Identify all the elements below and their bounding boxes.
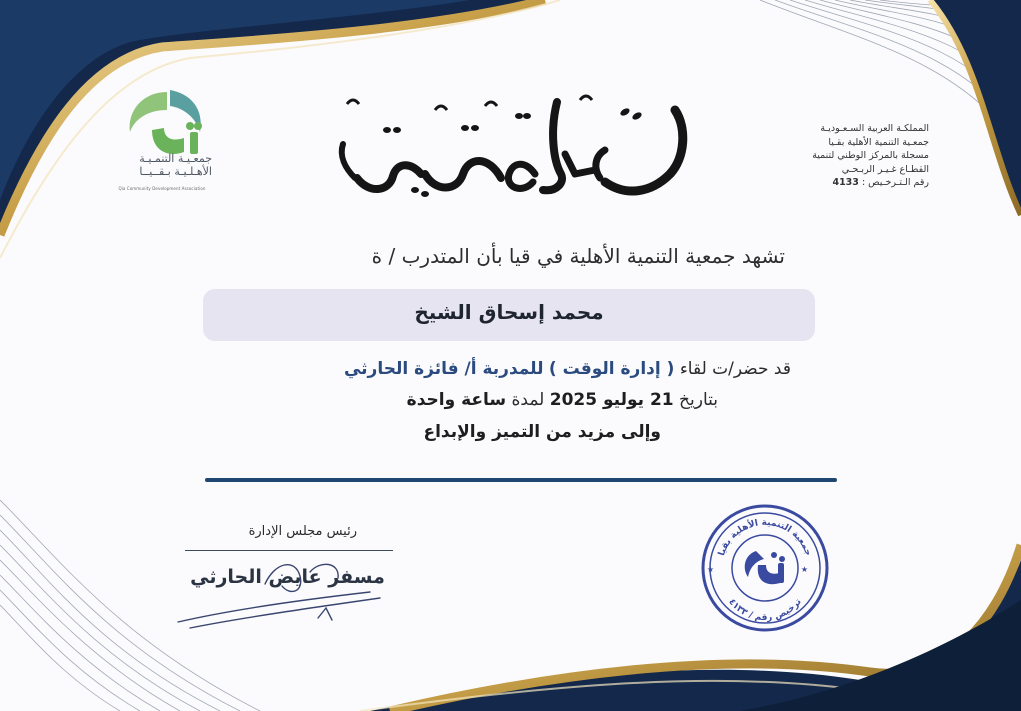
logo-name-en: Qia Community Development Association xyxy=(118,186,206,191)
recipient-name: محمد إسحاق الشيخ xyxy=(414,300,604,324)
org-line-sector: القطـاع غـيـر الربـحـي xyxy=(841,163,929,175)
signatory-name: مسفر عايض الحارثي xyxy=(190,566,385,588)
svg-text:★: ★ xyxy=(706,565,714,574)
organization-header xyxy=(769,122,929,190)
trainer-name: للمدربة أ/ فائزة الحارثي xyxy=(343,359,544,379)
org-line-registered: مسجلة بالمركز الوطني لتنمية xyxy=(812,150,929,161)
date-prefix: بتاريخ xyxy=(679,390,718,410)
handwritten-signature xyxy=(170,548,410,638)
event-duration: ساعة واحدة xyxy=(406,390,507,410)
svg-text:جمعية التنمية الأهلية بقيا xyxy=(717,517,813,557)
org-line-name: جمعـية التنمية الأهلية بقـيا xyxy=(828,136,929,148)
org-license xyxy=(769,176,929,190)
attendance-line xyxy=(344,359,791,379)
logo-name-ar-line1: جمعـيـة التنمـيـة xyxy=(139,152,212,165)
logo-name-ar-line2: الأهـلـيـة بـقــيــا xyxy=(139,165,212,178)
svg-text:★: ★ xyxy=(800,565,808,574)
logo-name-ar xyxy=(112,152,212,178)
attendance-prefix: قد حضر/ت لقاء xyxy=(679,359,791,379)
intro-text: تشهد جمعية التنمية الأهلية في قيا بأن المتدرب / ة xyxy=(371,244,785,268)
license-label: رقم الـتـرخـيص : xyxy=(861,177,929,188)
stamp-bottom-text: ترخيص رقم / ٤١٣٣ xyxy=(726,597,804,624)
date-line xyxy=(407,390,718,410)
license-number: 4133 xyxy=(832,177,859,188)
official-stamp xyxy=(700,503,830,633)
title-calligraphy xyxy=(325,70,695,210)
org-line-country: المملكـة العربية السـعـوديـة xyxy=(820,123,929,134)
event-date: 21 يوليو 2025 xyxy=(549,390,674,410)
closing-line: وإلى مزيد من التميز والإبداع xyxy=(423,422,661,442)
course-name: ( إدارة الوقت ) xyxy=(548,359,675,379)
divider xyxy=(205,478,837,482)
stamp-top-text: جمعية التنمية الأهلية بقيا xyxy=(716,517,814,558)
signatory-title: رئيس مجلس الإدارة xyxy=(248,524,357,539)
duration-prefix: لمدة xyxy=(511,390,545,410)
